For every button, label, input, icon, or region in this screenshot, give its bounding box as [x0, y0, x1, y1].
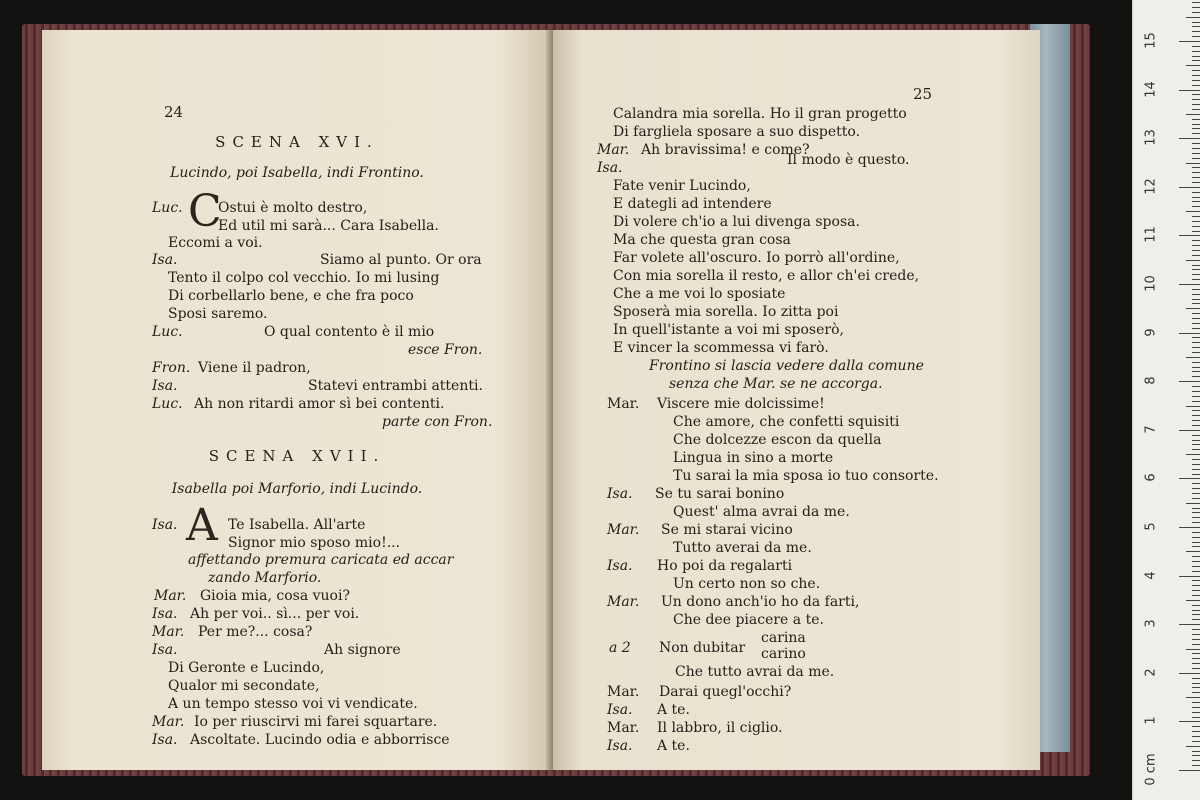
ruler-unit-label: 0 cm	[1143, 753, 1159, 786]
ruler-tick	[1186, 746, 1200, 747]
speaker: Fron.	[152, 360, 191, 376]
verse-line: Ed util mi sarà... Cara Isabella.	[218, 218, 439, 234]
ruler-tick	[1192, 158, 1200, 159]
ruler-tick	[1192, 493, 1200, 494]
page-number: 25	[913, 85, 933, 103]
ruler-tick	[1192, 464, 1200, 465]
ruler-tick	[1179, 770, 1200, 771]
ruler-tick	[1192, 22, 1200, 23]
stage-direction: parte con Fron.	[382, 414, 493, 430]
ruler-tick	[1192, 517, 1200, 518]
speaker: Mar.	[154, 588, 187, 604]
page-number: 24	[164, 103, 184, 121]
speaker: Mar.	[607, 684, 640, 700]
verse-line: E vincer la scommessa vi farò.	[613, 340, 829, 356]
ruler-number: 4	[1143, 570, 1159, 580]
verse-line: Ah non ritardi amor sì bei contenti.	[194, 396, 445, 412]
ruler-tick	[1192, 590, 1200, 591]
ruler-tick	[1192, 70, 1200, 71]
right-page	[553, 30, 1040, 770]
ruler-tick	[1192, 362, 1200, 363]
ruler-tick	[1192, 459, 1200, 460]
drop-cap: C	[188, 186, 222, 237]
ruler-tick	[1192, 488, 1200, 489]
ruler-tick	[1192, 337, 1200, 338]
speaker: Mar.	[152, 624, 185, 640]
stage-direction: affettando premura caricata ed accar	[188, 552, 454, 568]
ruler-tick	[1192, 46, 1200, 47]
ruler-tick	[1192, 546, 1200, 547]
ruler-tick	[1192, 206, 1200, 207]
ruler-number: 13	[1143, 129, 1159, 146]
ruler-tick	[1192, 634, 1200, 635]
ruler-number: 5	[1143, 522, 1159, 531]
measuring-ruler	[1132, 0, 1200, 800]
ruler-tick	[1192, 352, 1200, 353]
ruler-tick	[1192, 128, 1200, 129]
ruler-tick	[1192, 240, 1200, 241]
verse-line: O qual contento è il mio	[264, 324, 435, 340]
ruler-tick	[1192, 216, 1200, 217]
verse-line: A un tempo stesso voi vi vendicate.	[168, 696, 418, 712]
ruler-tick	[1179, 527, 1200, 528]
verse-line: Tu sarai la mia sposa io tuo consorte.	[673, 468, 939, 484]
ruler-tick	[1192, 99, 1200, 100]
ruler-tick	[1192, 653, 1200, 654]
verse-line: Se tu sarai bonino	[655, 486, 785, 502]
ruler-tick	[1192, 668, 1200, 669]
verse-line: Di Geronte e Lucindo,	[168, 660, 325, 676]
ruler-tick	[1192, 444, 1200, 445]
scene-title: SCENA XVII.	[208, 447, 386, 465]
verse-line: Sposerà mia sorella. Io zitta poi	[613, 304, 839, 320]
ruler-tick	[1186, 649, 1200, 650]
ruler-tick	[1186, 65, 1200, 66]
verse-line: Il labbro, il ciglio.	[657, 720, 783, 736]
verse-line: Un certo non so che.	[673, 576, 821, 592]
verse-line: Lingua in sino a morte	[673, 450, 834, 466]
verse-line: Tento il colpo col vecchio. Io mi lusing	[168, 270, 440, 286]
ruler-tick	[1179, 187, 1200, 188]
ruler-tick	[1192, 474, 1200, 475]
ruler-tick	[1192, 347, 1200, 348]
ruler-tick	[1192, 629, 1200, 630]
speaker: Mar.	[152, 714, 185, 730]
ruler-tick	[1192, 245, 1200, 246]
ruler-number: 11	[1143, 226, 1159, 244]
verse-line: Sposi saremo.	[168, 306, 268, 322]
ruler-tick	[1192, 687, 1200, 688]
ruler-tick	[1192, 124, 1200, 125]
ruler-tick	[1192, 449, 1200, 450]
verse-line: A te.	[657, 738, 690, 754]
verse-line: A te.	[657, 702, 690, 718]
ruler-tick	[1192, 410, 1200, 411]
speaker: Isa.	[607, 738, 633, 754]
ruler-tick	[1192, 605, 1200, 606]
ruler-tick	[1192, 755, 1200, 756]
ruler-tick	[1192, 391, 1200, 392]
ruler-tick	[1192, 420, 1200, 421]
ruler-tick	[1186, 600, 1200, 601]
ruler-tick	[1192, 250, 1200, 251]
ruler-tick	[1192, 12, 1200, 13]
verse-line: Viene il padron,	[198, 360, 311, 376]
verse-line: Te Isabella. All'arte	[228, 517, 366, 533]
verse-line: Ah bravissima! e come?	[641, 142, 810, 158]
ruler-tick	[1192, 182, 1200, 183]
ruler-tick	[1186, 308, 1200, 309]
ruler-tick	[1192, 269, 1200, 270]
verse-line: Fate venir Lucindo,	[613, 178, 751, 194]
verse-line: Tutto averai da me.	[673, 540, 812, 556]
verse-line: Un dono anch'io ho da farti,	[661, 594, 860, 610]
ruler-tick	[1192, 760, 1200, 761]
ruler-tick	[1179, 381, 1200, 382]
ruler-tick	[1192, 585, 1200, 586]
ruler-tick	[1192, 639, 1200, 640]
ruler-tick	[1192, 619, 1200, 620]
ruler-tick	[1179, 721, 1200, 722]
ruler-tick	[1192, 658, 1200, 659]
scene-subtitle: Isabella poi Marforio, indi Lucindo.	[171, 481, 423, 497]
ruler-tick	[1192, 26, 1200, 27]
verse-line: Viscere mie dolcissime!	[657, 396, 825, 412]
ruler-tick	[1192, 542, 1200, 543]
verse-line: Gioia mia, cosa vuoi?	[200, 588, 350, 604]
ruler-tick	[1192, 303, 1200, 304]
ruler-tick	[1192, 512, 1200, 513]
ruler-tick	[1192, 663, 1200, 664]
ruler-tick	[1192, 342, 1200, 343]
ruler-tick	[1192, 610, 1200, 611]
ruler-tick	[1192, 104, 1200, 105]
left-page	[42, 30, 552, 770]
ruler-tick	[1192, 51, 1200, 52]
ruler-tick	[1192, 396, 1200, 397]
ruler-tick	[1192, 60, 1200, 61]
verse-line: Che a me voi lo sposiate	[613, 286, 786, 302]
ruler-tick	[1192, 197, 1200, 198]
speaker: Mar.	[607, 396, 640, 412]
ruler-tick	[1192, 498, 1200, 499]
stage-direction: Frontino si lascia vedere dalla comune	[649, 358, 924, 374]
verse-line: Statevi entrambi attenti.	[308, 378, 483, 394]
speaker: Isa.	[152, 732, 178, 748]
verse-line: In quell'istante a voi mi sposerò,	[613, 322, 844, 338]
verse-line: Ho poi da regalarti	[657, 558, 793, 574]
ruler-tick	[1192, 31, 1200, 32]
speaker: Luc.	[152, 396, 183, 412]
speaker: Isa.	[152, 252, 178, 268]
ruler-tick	[1192, 415, 1200, 416]
ruler-number: 10	[1143, 275, 1159, 292]
verse-line: Io per riuscirvi mi farei squartare.	[194, 714, 438, 730]
speaker: Isa.	[607, 702, 633, 718]
ruler-tick	[1186, 114, 1200, 115]
verse-line: Ah signore	[324, 642, 401, 658]
ruler-tick	[1186, 551, 1200, 552]
ruler-tick	[1192, 299, 1200, 300]
ruler-tick	[1192, 323, 1200, 324]
ruler-tick	[1192, 678, 1200, 679]
ruler-tick	[1186, 163, 1200, 164]
verse-line: Di volere ch'io a lui divenga sposa.	[613, 214, 860, 230]
ruler-tick	[1179, 284, 1200, 285]
ruler-tick	[1192, 765, 1200, 766]
ruler-tick	[1192, 483, 1200, 484]
speaker: Mar.	[607, 594, 640, 610]
verse-line: Con mia sorella il resto, e allor ch'ei crede,	[613, 268, 920, 284]
verse-line: Non dubitar	[659, 640, 746, 656]
speaker: Luc.	[152, 324, 183, 340]
ruler-tick	[1192, 751, 1200, 752]
ruler-tick	[1192, 85, 1200, 86]
verse-line: Signor mio sposo mio!...	[228, 535, 401, 551]
ruler-tick	[1192, 508, 1200, 509]
ruler-tick	[1192, 279, 1200, 280]
ruler-tick	[1192, 148, 1200, 149]
ruler-tick	[1192, 109, 1200, 110]
verse-line: Darai quegl'occhi?	[659, 684, 792, 700]
scene-subtitle: Lucindo, poi Isabella, indi Frontino.	[170, 165, 424, 181]
ruler-tick	[1192, 644, 1200, 645]
ruler-number: 1	[1143, 716, 1159, 726]
stage-direction: zando Marforio.	[208, 570, 322, 586]
ruler-tick	[1192, 201, 1200, 202]
ruler-tick	[1192, 177, 1200, 178]
scene-title: SCENA XVI.	[215, 133, 379, 151]
ruler-tick	[1192, 318, 1200, 319]
ruler-number: 9	[1143, 327, 1159, 337]
verse-line: carino	[761, 646, 806, 662]
ruler-number: 3	[1143, 619, 1159, 628]
speaker: Isa.	[152, 517, 178, 533]
verse-line: Ascoltate. Lucindo odia e abborrisce	[190, 732, 450, 748]
verse-line: Se mi starai vicino	[661, 522, 793, 538]
ruler-tick	[1192, 2, 1200, 3]
ruler-tick	[1186, 211, 1200, 212]
ruler-tick	[1192, 313, 1200, 314]
speaker: Mar.	[607, 720, 640, 736]
ruler-tick	[1179, 90, 1200, 91]
ruler-tick	[1192, 537, 1200, 538]
ruler-tick	[1192, 371, 1200, 372]
verse-line: Qualor mi secondate,	[168, 678, 320, 694]
verse-line: Quest' alma avrai da me.	[673, 504, 850, 520]
ruler-tick	[1192, 7, 1200, 8]
ruler-tick	[1192, 595, 1200, 596]
ruler-tick	[1186, 697, 1200, 698]
ruler-tick	[1192, 133, 1200, 134]
ruler-tick	[1192, 36, 1200, 37]
stage-direction: esce Fron.	[408, 342, 483, 358]
ruler-tick	[1192, 172, 1200, 173]
ruler-number: 2	[1143, 668, 1159, 677]
ruler-tick	[1192, 702, 1200, 703]
ruler-tick	[1179, 478, 1200, 479]
ruler-tick	[1179, 138, 1200, 139]
ruler-tick	[1192, 401, 1200, 402]
speaker: Isa.	[597, 160, 623, 176]
ruler-tick	[1192, 221, 1200, 222]
ruler-number: 15	[1143, 32, 1159, 49]
ruler-tick	[1192, 566, 1200, 567]
ruler-tick	[1192, 289, 1200, 290]
ruler-tick	[1192, 192, 1200, 193]
verse-line: carina	[761, 630, 806, 646]
ruler-tick	[1192, 80, 1200, 81]
verse-line: Che tutto avrai da me.	[675, 664, 835, 680]
ruler-tick	[1192, 94, 1200, 95]
ruler-tick	[1179, 576, 1200, 577]
ruler-tick	[1192, 717, 1200, 718]
speaker: Isa.	[607, 558, 633, 574]
ruler-tick	[1192, 683, 1200, 684]
ruler-tick	[1192, 532, 1200, 533]
ruler-tick	[1192, 56, 1200, 57]
ruler-number: 8	[1143, 376, 1159, 385]
verse-line: Ostui è molto destro,	[218, 200, 368, 216]
verse-line: Far volete all'oscuro. Io porrò all'ordine,	[613, 250, 900, 266]
verse-line: Calandra mia sorella. Ho il gran progetto	[613, 106, 907, 122]
speaker: Isa.	[607, 486, 633, 502]
ruler-tick	[1186, 503, 1200, 504]
speaker: Isa.	[152, 642, 178, 658]
ruler-tick	[1186, 17, 1200, 18]
ruler-tick	[1192, 736, 1200, 737]
ruler-tick	[1192, 386, 1200, 387]
ruler-tick	[1192, 561, 1200, 562]
ruler-tick	[1192, 425, 1200, 426]
verse-line: Che amore, che confetti squisiti	[673, 414, 900, 430]
ruler-tick	[1192, 435, 1200, 436]
stage-direction: senza che Mar. se ne accorga.	[669, 376, 883, 392]
ruler-tick	[1192, 614, 1200, 615]
ruler-number: 7	[1143, 425, 1159, 434]
verse-line: Il modo è questo.	[787, 152, 910, 168]
ruler-number: 14	[1143, 80, 1159, 98]
ruler-tick	[1192, 556, 1200, 557]
verse-line: Ma che questa gran cosa	[613, 232, 791, 248]
ruler-tick	[1186, 357, 1200, 358]
ruler-tick	[1192, 143, 1200, 144]
verse-line: Per me?... cosa?	[198, 624, 313, 640]
ruler-tick	[1192, 726, 1200, 727]
ruler-tick	[1192, 153, 1200, 154]
speaker: Isa.	[152, 606, 178, 622]
ruler-number: 12	[1143, 178, 1159, 195]
verse-line: Che dee piacere a te.	[673, 612, 824, 628]
speaker: Luc.	[152, 200, 183, 216]
ruler-tick	[1192, 75, 1200, 76]
ruler-tick	[1179, 235, 1200, 236]
ruler-tick	[1186, 260, 1200, 261]
ruler-tick	[1186, 454, 1200, 455]
ruler-tick	[1192, 328, 1200, 329]
ruler-tick	[1192, 294, 1200, 295]
ruler-tick	[1192, 274, 1200, 275]
ruler-tick	[1192, 231, 1200, 232]
drop-cap: A	[186, 500, 218, 551]
ruler-tick	[1192, 580, 1200, 581]
speaker: Isa.	[152, 378, 178, 394]
ruler-tick	[1192, 707, 1200, 708]
verse-line: Di corbellarlo bene, e che fra poco	[168, 288, 414, 304]
ruler-tick	[1192, 167, 1200, 168]
verse-line: Ah per voi.. sì... per voi.	[190, 606, 360, 622]
ruler-tick	[1192, 440, 1200, 441]
ruler-tick	[1179, 673, 1200, 674]
ruler-tick	[1192, 571, 1200, 572]
verse-line: Siamo al punto. Or ora	[320, 252, 482, 268]
ruler-tick	[1192, 731, 1200, 732]
ruler-tick	[1179, 430, 1200, 431]
ruler-tick	[1192, 522, 1200, 523]
ruler-tick	[1192, 367, 1200, 368]
ruler-tick	[1186, 406, 1200, 407]
speaker: a 2	[609, 640, 631, 656]
ruler-tick	[1192, 119, 1200, 120]
ruler-tick	[1192, 712, 1200, 713]
verse-line: Che dolcezze escon da quella	[673, 432, 882, 448]
ruler-tick	[1192, 692, 1200, 693]
ruler-number: 6	[1143, 473, 1159, 483]
ruler-tick	[1179, 333, 1200, 334]
verse-line: Di fargliela sposare a suo dispetto.	[613, 124, 861, 140]
verse-line: E dategli ad intendere	[613, 196, 772, 212]
verse-line: Eccomi a voi.	[168, 235, 263, 251]
ruler-tick	[1192, 469, 1200, 470]
ruler-tick	[1192, 741, 1200, 742]
ruler-tick	[1179, 624, 1200, 625]
ruler-tick	[1192, 376, 1200, 377]
ruler-tick	[1192, 226, 1200, 227]
ruler-tick	[1192, 265, 1200, 266]
ruler-tick	[1179, 41, 1200, 42]
speaker: Mar.	[597, 142, 630, 158]
ruler-tick	[1192, 255, 1200, 256]
speaker: Mar.	[607, 522, 640, 538]
